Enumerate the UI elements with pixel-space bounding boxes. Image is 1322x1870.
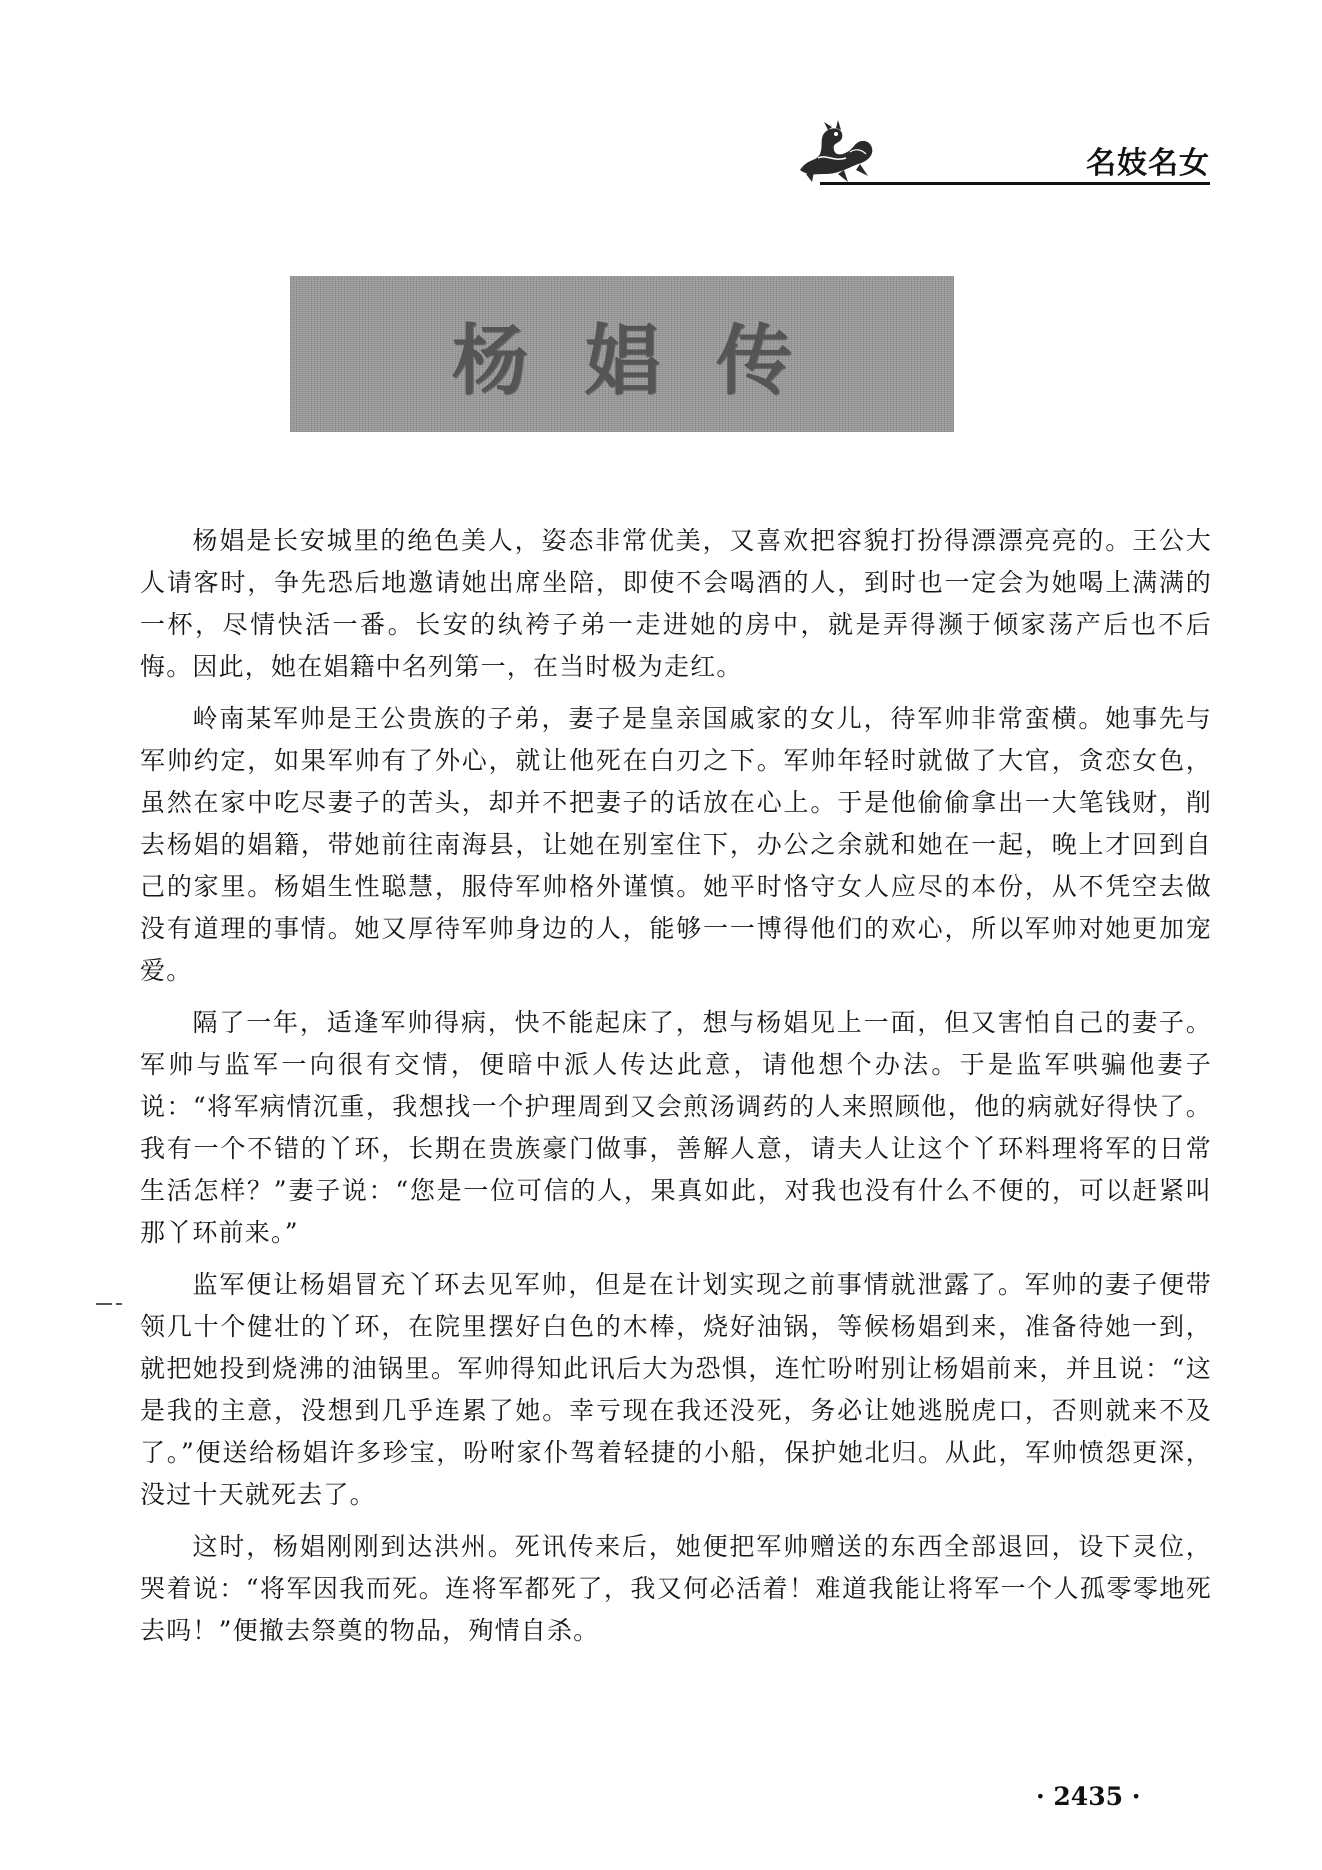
article-body bbox=[140, 520, 1212, 1662]
paragraph: 岭南某军帅是王公贵族的子弟，妻子是皇亲国戚家的女儿，待军帅非常蛮横。她事先与军帅约定，如果军帅有了外心，就让他死在白刃之下。军帅年轻时就做了大官，贪恋女色，虽然在家中吃尽妻子的苦头，却并不把妻子的话放在心上。于是他偷偷拿出一大笔钱财，削去杨娼的娼籍，带她前往南海县，让她在别室住下，办公之余就和她在一起，晚上才回到自己的家里。杨娼生性聪慧，服侍军帅格外谨慎。她平时恪守女人应尽的本份，从不凭空去做没有道理的事情。她又厚待军帅身边的人，能够一一博得他们的欢心，所以军帅对她更加宠爱。 bbox=[140, 704, 1212, 985]
dragon-emblem-icon bbox=[790, 118, 882, 184]
paragraph: 隔了一年，适逢军帅得病，快不能起床了，想与杨娼见上一面，但又害怕自己的妻子。军帅与监军一向很有交情，便暗中派人传达此意，请他想个办法。于是监军哄骗他妻子说：“将军病情沉重，我想找一个护理周到又会煎汤调药的人来照顾他，他的病就好得快了。我有一个不错的丫环，长期在贵族豪门做事，善解人意，请夫人让这个丫环料理将军的日常生活怎样？”妻子说：“您是一位可信的人，果真如此，对我也没有什么不便的，可以赶紧叫那丫环前来。” bbox=[140, 1008, 1212, 1247]
page-number: · 2435 · bbox=[1036, 1782, 1141, 1811]
section-title: 名妓名女 bbox=[1086, 146, 1210, 181]
scan-mark bbox=[116, 1303, 122, 1305]
paragraph: 这时，杨娼刚刚到达洪州。死讯传来后，她便把军帅赠送的东西全部退回，设下灵位，哭着说：“将军因我而死。连将军都死了，我又何必活着！难道我能让将军一个人孤零零地死去吗！”便撤去祭奠的物品，殉情自杀。 bbox=[140, 1532, 1212, 1645]
scan-mark bbox=[96, 1303, 112, 1305]
running-header bbox=[790, 118, 1210, 188]
paragraph: 监军便让杨娼冒充丫环去见军帅，但是在计划实现之前事情就泄露了。军帅的妻子便带领几十个健壮的丫环，在院里摆好白色的木棒，烧好油锅，等候杨娼到来，准备待她一到，就把她投到烧沸的油锅里。军帅得知此讯后大为恐惧，连忙吩咐别让杨娼前来，并且说：“这是我的主意，没想到几乎连累了她。幸亏现在我还没死，务必让她逃脱虎口，否则就来不及了。”便送给杨娼许多珍宝，吩咐家仆驾着轻捷的小船，保护她北归。从此，军帅愤怨更深，没过十天就死去了。 bbox=[140, 1270, 1212, 1509]
article-title: 杨娼传 bbox=[452, 315, 848, 405]
paragraph: 杨娼是长安城里的绝色美人，姿态非常优美，又喜欢把容貌打扮得漂漂亮亮的。王公大人请客时，争先恐后地邀请她出席坐陪，即使不会喝酒的人，到时也一定会为她喝上满满的一杯，尽情快活一番。长安的纨袴子弟一走进她的房中，就是弄得濒于倾家荡产后也不后悔。因此，她在娼籍中名列第一，在当时极为走红。 bbox=[140, 526, 1212, 681]
title-banner bbox=[290, 276, 954, 432]
header-rule bbox=[820, 182, 1210, 185]
